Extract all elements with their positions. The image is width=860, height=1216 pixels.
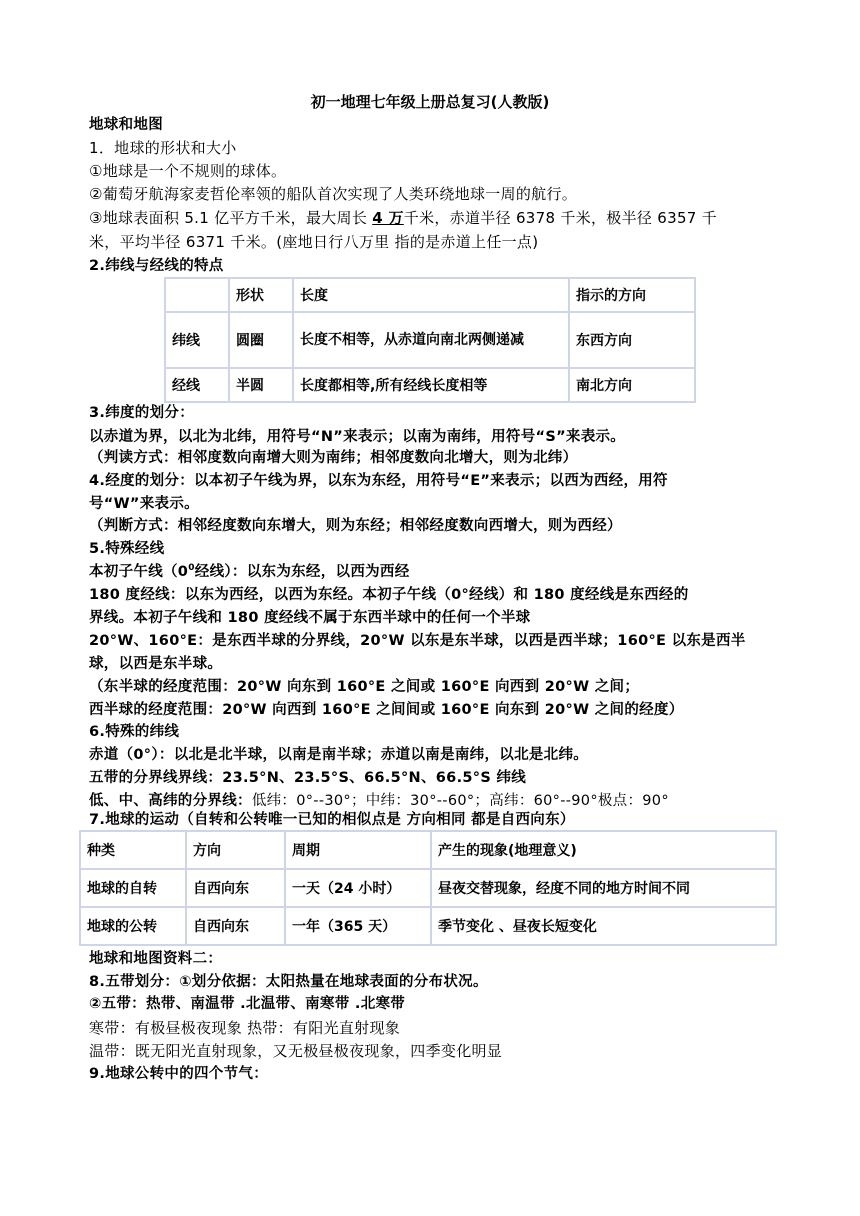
table-header-cell: 种类 bbox=[80, 831, 186, 869]
table-header-row bbox=[165, 278, 695, 312]
heading-9: 9.地球公转中的四个节气： bbox=[89, 1066, 268, 1082]
text-line: ②葡萄牙航海家麦哲伦率领的船队首次实现了人类环绕地球一周的航行。 bbox=[89, 185, 578, 203]
heading-3: 3.纬度的划分： bbox=[89, 405, 194, 421]
underlined-value: 4 万 bbox=[372, 209, 404, 227]
text-line: 温带：既无阳光直射现象，又无极昼极夜现象，四季变化明显 bbox=[89, 1042, 503, 1060]
text-line bbox=[89, 791, 669, 811]
table-cell: 长度不相等，从赤道向南北两侧递减 bbox=[293, 312, 569, 368]
table-cell: 纬线 bbox=[165, 312, 229, 368]
text-span: ③地球表面积 5.1 亿平方千米，最大周长 bbox=[89, 209, 373, 227]
table-header-cell: 形状 bbox=[229, 278, 293, 312]
heading-7: 7.地球的运动（自转和公转唯一已知的相似点是 方向相同 都是自西向东） bbox=[89, 812, 575, 828]
text-line: 20°W、160°E：是东西半球的分界线，20°W 以东是东半球，以西是西半球；160°E 以东是西半 bbox=[89, 633, 746, 649]
section-heading: 地球和地图资料二： bbox=[89, 951, 223, 967]
table-cell: 自西向东 bbox=[186, 907, 285, 945]
table-header-cell: 指示的方向 bbox=[569, 278, 695, 312]
text-line: 寒带：有极昼极夜现象 热带：有阳光直射现象 bbox=[89, 1019, 401, 1037]
table-row bbox=[80, 869, 776, 907]
table-cell: 昼夜交替现象，经度不同的地方时间不同 bbox=[431, 869, 776, 907]
table-cell: 南北方向 bbox=[569, 368, 695, 402]
degree-sign: 0 bbox=[188, 563, 195, 573]
table-cell: 半圆 bbox=[229, 368, 293, 402]
page-title: 初一地理七年级上册总复习(人教版) bbox=[310, 93, 550, 111]
table-row bbox=[80, 907, 776, 945]
text-line: 号“W”来表示。 bbox=[89, 496, 199, 512]
text-line: 球，以西是东半球。 bbox=[89, 656, 223, 672]
text-span: 低纬：0°--30°；中纬：30°--60°；高纬：60°--90°极点：90° bbox=[251, 793, 669, 809]
table-cell: 一年（365 天） bbox=[285, 907, 431, 945]
text-line: （东半球的经度范围：20°W 向东到 160°E 之间或 160°E 向西到 20°W 之间； bbox=[89, 679, 640, 695]
heading-1: 1．地球的形状和大小 bbox=[89, 139, 237, 157]
text-span: 低、中、高纬的分界线： bbox=[89, 793, 252, 809]
text-line: 米，平均半径 6371 千米。(座地日行八万里 指的是赤道上任一点) bbox=[89, 233, 539, 251]
text-line: （判断方式：相邻经度数向东增大，则为东经；相邻经度数向西增大，则为西经） bbox=[89, 518, 622, 534]
table-cell: 地球的公转 bbox=[80, 907, 186, 945]
table-cell: 长度都相等,所有经线长度相等 bbox=[293, 368, 569, 402]
text-line bbox=[89, 562, 410, 582]
earth-motion-table bbox=[79, 830, 777, 946]
table-cell: 东西方向 bbox=[569, 312, 695, 368]
text-line: ①地球是一个不规则的球体。 bbox=[89, 162, 287, 180]
text-span: 经线）：以东为东经，以西为西经 bbox=[194, 564, 410, 580]
heading-2: 2.纬线与经线的特点 bbox=[89, 258, 224, 274]
text-line: 8.五带划分：①划分依据：太阳热量在地球表面的分布状况。 bbox=[89, 974, 488, 990]
table-cell: 自西向东 bbox=[186, 869, 285, 907]
heading-6: 6.特殊的纬线 bbox=[89, 724, 180, 740]
text-line: 以赤道为界，以北为北纬，用符号“N”来表示；以南为南纬，用符号“S”来表示。 bbox=[89, 429, 626, 445]
heading-5: 5.特殊经线 bbox=[89, 541, 165, 557]
table-cell: 经线 bbox=[165, 368, 229, 402]
table-cell: 一天（24 小时） bbox=[285, 869, 431, 907]
section-heading: 地球和地图 bbox=[89, 117, 163, 133]
table-header-cell: 产生的现象(地理意义) bbox=[431, 831, 776, 869]
text-line bbox=[89, 208, 717, 228]
table-header-cell: 方向 bbox=[186, 831, 285, 869]
text-line: 界线。本初子午线和 180 度经线不属于东西半球中的任何一个半球 bbox=[89, 610, 531, 626]
text-line: 西半球的经度范围：20°W 向西到 160°E 之间间或 160°E 向东到 20°W 之间的经度） bbox=[89, 702, 684, 718]
table-row bbox=[165, 312, 695, 368]
text-line: 赤道（0°）：以北是北半球，以南是南半球；赤道以南是南纬，以北是北纬。 bbox=[89, 747, 589, 763]
lines-table bbox=[164, 277, 696, 403]
table-cell: 圆圈 bbox=[229, 312, 293, 368]
table-header-cell bbox=[165, 278, 229, 312]
text-line: （判读方式：相邻度数向南增大则为南纬；相邻度数向北增大，则为北纬） bbox=[89, 450, 578, 466]
text-line: 180 度经线：以东为西经，以西为东经。本初子午线（0°经线）和 180 度经线是东西经的 bbox=[89, 587, 689, 603]
text-line: 4.经度的划分：以本初子午线为界，以东为东经，用符号“E”来表示；以西为西经，用符 bbox=[89, 473, 668, 489]
text-span: 千米，赤道半径 6378 千米，极半径 6357 千 bbox=[403, 209, 718, 227]
text-line: ②五带：热带、南温带 .北温带、南寒带 .北寒带 bbox=[89, 996, 406, 1012]
table-row bbox=[165, 368, 695, 402]
table-cell: 地球的自转 bbox=[80, 869, 186, 907]
table-header-cell: 周期 bbox=[285, 831, 431, 869]
text-line: 五带的分界线界线：23.5°N、23.5°S、66.5°N、66.5°S 纬线 bbox=[89, 770, 527, 786]
table-header-row bbox=[80, 831, 776, 869]
table-header-cell: 长度 bbox=[293, 278, 569, 312]
table-cell: 季节变化 、昼夜长短变化 bbox=[431, 907, 776, 945]
text-span: 本初子午线（0 bbox=[89, 564, 189, 580]
